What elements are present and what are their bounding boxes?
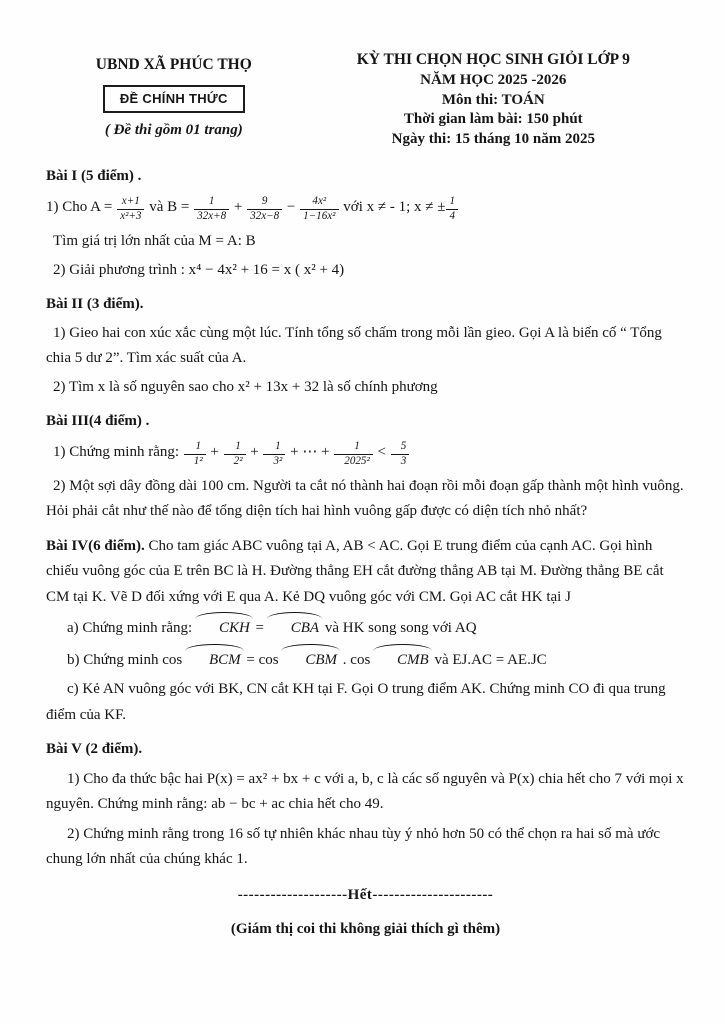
minus-sign: − [283,198,300,215]
header-left [46,50,302,150]
section-4-heading: Bài IV(6 điểm). [46,537,145,554]
q1-1-prefix: 1) Cho A = [46,198,117,215]
question-2-1: 1) Gieo hai con xúc xắc cùng một lúc. Tính tổng số chấm trong mỗi lần gieo. Gọi A là biến cố “ Tổng chia 5 dư 2”. Tìm xác suất của A. [46,324,662,367]
school-year: NĂM HỌC 2025 -2026 [420,71,567,88]
plus-sign: + [246,443,263,460]
fraction-a: $\frac{x+1}{\text{x²+3}}$ [117,195,144,224]
angle-bcm: BCM [186,646,243,674]
section-2-heading: Bài II (3 điểm). [46,296,144,313]
section-3-heading: Bài III(4 điểm) . [46,413,150,430]
angle-cmb: CMB [374,646,431,674]
question-5-1: 1) Cho đa thức bậc hai P(x) = ax² + bx + c với a, b, c là các số nguyên và P(x) chia hết cho 7 với mọi x nguyên. Chứng minh rằng: ab − bc + ac chia hết cho 49. [46,770,684,813]
fraction-b1: $\frac{1}{32x+8}$ [194,195,229,224]
section-4-intro [46,534,685,611]
section-1-heading: Bài I (5 điểm) . [46,168,142,185]
header-right [302,50,685,150]
equals-cos: = cos [242,651,283,668]
fraction-five-thirds: $\frac{5}{3}$ [391,440,410,469]
q1-1-mid: và B = [145,198,194,215]
issuing-org: UBND XÃ PHÚC THỌ [95,56,252,73]
page-count-note: ( Đề thi gồm 01 trang) [104,121,243,138]
question-4-c: c) Kẻ AN vuông góc với BK, CN cắt KH tại F. Gọi O trung điểm AK. Chứng minh CO đi qua trung điểm của KF. [46,681,666,723]
q4b-suffix: và EJ.AC = AE.JC [430,651,547,668]
q1-1-condition: với x ≠ - 1; x ≠ ± [339,198,446,215]
official-stamp-box [103,85,245,113]
question-1-1 [46,195,685,224]
official-stamp-label: ĐỀ CHÍNH THỨC [119,91,228,107]
equals-sign: = [251,620,268,637]
exam-title: KỲ THI CHỌN HỌC SINH GIỎI LỚP 9 [356,51,630,68]
question-2-2: 2) Tìm x là số nguyên sao cho x² + 13x + 32 là số chính phương [53,378,438,395]
less-than-sign: < [373,443,390,460]
proctor-note: (Giám thị coi thi không giải thích gì thêm) [230,921,501,938]
q4a-suffix: và HK song song với AQ [321,620,477,637]
duration-line: Thời gian làm bài: 150 phút [403,111,583,128]
exam-header [46,50,685,150]
question-4-b [46,646,685,674]
question-4-a [46,614,685,642]
question-3-2: 2) Một sợi dây đồng dài 100 cm. Người ta cắt nó thành hai đoạn rồi mỗi đoạn gấp thành một hình vuông. Hỏi phải cắt như thế nào để tổng diện tích hai hình vuông gấp được có diện tích nhỏ nhất? [46,477,684,520]
exam-date-line: Ngày thi: 15 tháng 10 năm 2025 [391,131,595,148]
plus-sign: + [206,443,223,460]
angle-cba: CBA [268,614,321,642]
fraction-2025: $\frac{1}{\text{2025²}}$ [334,440,373,469]
fraction-b3: $\frac{\text{4x²}}{\text{1−16x²}}$ [300,195,338,224]
q4a-prefix: a) Chứng minh rằng: [67,620,196,637]
angle-cbm: CBM [282,646,339,674]
question-5-2: 2) Chứng minh rằng trong 16 số tự nhiên khác nhau tùy ý nhỏ hơn 50 có thể chọn ra hai số mà ước chung lớn nhất của chúng khác 1. [46,825,661,868]
ellipsis-plus: + ⋯ + [286,443,334,460]
fraction-3: $\frac{1}{\text{3²}}$ [263,440,285,469]
end-divider: --------------------Hết---------------------- [237,886,494,903]
fraction-b2: $\frac{9}{32x-8}$ [247,195,282,224]
q3-1-prefix: 1) Chứng minh rằng: [53,443,183,460]
subject-line: Môn thi: TOÁN [441,91,545,108]
question-1-2: 2) Giải phương trình : x⁴ − 4x² + 16 = x ( x² + 4) [53,261,345,278]
fraction-quarter: $\frac{1}{4}$ [446,195,458,224]
dot-cos: . cos [339,651,375,668]
q4b-prefix: b) Chứng minh cos [67,651,186,668]
fraction-1: $\frac{1}{\text{1²}}$ [184,440,206,469]
angle-ckh: CKH [196,614,252,642]
question-1-1-note: Tìm giá trị lớn nhất của M = A: B [53,233,256,250]
section-5-heading: Bài V (2 điểm). [46,741,143,758]
question-3-1 [46,440,685,469]
fraction-2: $\frac{1}{\text{2²}}$ [224,440,246,469]
plus-sign: + [230,198,247,215]
section-4-intro-text: Cho tam giác ABC vuông tại A, AB < AC. Gọi E trung điểm của cạnh AC. Gọi hình chiếu vuông góc của E trên BC là H. Đường thẳng EH cắt đường thẳng AB tại M. Đường thẳng BE cắt CM tại K. Vẽ D đối xứng với E qua A. Kẻ DQ vuông góc với CM. Gọi AC cắt HK tại J [46,537,664,605]
official-stamp-wrap [46,78,302,118]
